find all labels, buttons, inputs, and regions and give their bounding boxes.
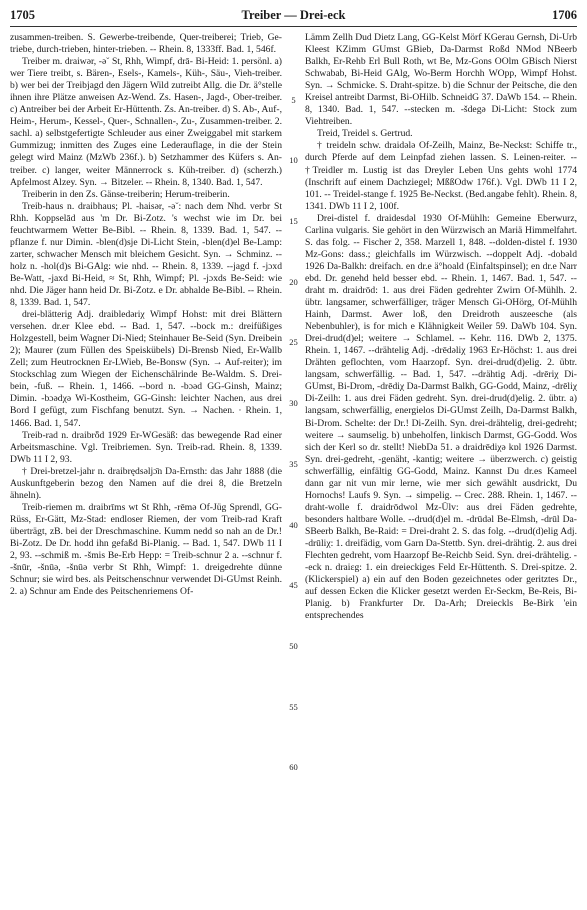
entry-drei-bretzel-jahr: † Drei-bretzel-jahr n. draibrędsəljɔ̄n Da-Ernsth: das Jahr 1888 (die Auskunftgeberin bezog den Namen auf die drei 8, die Bretzeln ähneln). <box>10 465 282 501</box>
line-number: 60 <box>289 762 298 772</box>
line-number: 50 <box>289 641 298 651</box>
line-number: 15 <box>289 216 298 226</box>
line-number: 30 <box>289 398 298 408</box>
entry-treid: Treid, Treidel s. Gertrud. <box>317 128 413 140</box>
running-title: Treiber — Drei-eck <box>241 8 346 22</box>
entry-drei-distel: Drei-distel f. draidesdəl 1930 Of-Mühlh: Gemeine Eberwurz, Carlina vulgaris. Sie gehört in den Würzwisch an Mariä Himmelfahrt. S. das folg. -- Fischer 2, 358. Marzell 1, 848. --dolden-distel f. 1930 Mz-Gons: dass.; gleichfalls im Würzwisch. --doppelt Adj. -dobəld 1926 Da-Balkh: dreifach. en dr.e ä°hoald (Einfaltspinsel); en dr.e Narr ebd. Dr. genehd held besser ebd. -- Rhein. 1, 1467. Bad. 1, 547. --draht m. draidrōd: 1. aus drei Fäden gedrehter Zwirn Of-Mühlh. 2. übtr. langsamer, schwerfälliger, träger Mensch Gi-OHörg, Of-Mühlh Hainh, Darmst. Awer loß, den Dreidroth auszeesche (als Nebenbuhler), is for mich e Klähnigkeit Weiler 59. DaWb 104. Syn. Drei-drud(d)el; weitere → Schlamel. -- Kehr. 116. DWb 2, 1375. Rhein. 1, 1467. --drähtelig Adj. -drēdəliχ 1963 Er-Höchst: 1. aus drei Drähten geflochten, vom Haarzopf. Syn. drei-drud(d)elig. 2. übtr. langsam, schwerfällig. -- Bad. 1, 547. --drähtig Adj. -drēriχ Di-GUmst, Bi-Drom, -drēdiχ Da-Darmst Balkh, GG-Godd, Mainz, -drēliχ Di-Zeilh: 1. aus drei Fäden gedreht. Syn. drei-drud(d)elig. 2. übtr. a) langsam, schwerfällig, energielos Di-GUmst Zeilh, Da-Darmst Balkh, Bi-Drom. Schelte: der Dr.! Di-Zeilh. Syn. drei-drähtelig, drei-gedreht; weitere → saumselig. b) unbeholfen, linkisch Darmst, GG-Godd. Wos sich der Kerl so dr. stellt! NiebDa 51. ə draidrēdiχə kɒl 1926 Darmst. Syn. drei-gedreht, -genäht, -kantig; weitere → überzwerch. c) geistig schwerfällig, einfältig GG-Godd, Mainz. Kannst Du dr.es Kameel dann gar nit vun mir lerne, wie mer sich gewählt ausdrickt, Du Hornochs! Laufs 9. Syn. → simpelig. -- Crec. 288. Rhein. 1, 1467. --draht-wolle f. draidrōdwol Mz-Ülv: aus drei Fäden gedrehte, besonders haltbare Wolle. --drud(d)el m. -drūdəl Be-Elmsh, -drūl Da-SBeerb Balkh, Be-Raid: = Drei-draht 2. S. das folg. --drud(d)elig Adj. -drūliχ: 1. dreifädig, vom Garn Da-Stettb. Syn. drei-drähtig. 2. aus drei Flechten gedreht, vom Haarzopf Be-Reichb Seid. Syn. drei-drähtelig. --eck n. draiεg: 1. ein dreieckiges Feld Er-Hüttenth. S. Drei-spitze. 2. (Klickerspiel) a) ein auf den Boden gezeichnetes oder geritztes Dr., auf dessen Ecken die Klicker gesetzt werden Er-Seckm, Be-Reis, Bi-Planig. b) Frankfurter Dr. Da-Arh; Dreieckls Be-Birk 'ein entsprechendes <box>305 212 577 622</box>
line-number: 55 <box>289 702 298 712</box>
entry-treib-riemen: Treib-riemen m. draibrīms wt St Rhh, -rēmə Of-Jüg Sprendl, GG-Rüss, Er-Gätt, Mz-Stad: endloser Riemen, der vom Treib-rad Kraft überträgt, zB. bei der Dreschmaschine. Kumm nedd so nah an de Dr.! Bi-Zotz. De Dr. hodd ihn gefaßd Bi-Planig. -- Bad. 1, 547. DWb 11 I 2, 93. --schmiß m. -šmis Be-Erb Hepp: = Treib-schnur 2 a. --schnur f. -šnūr, -šnūə, -šnūə verbr St Rhh, Wimpf: 1. dreigedrehte dünne Schnur; sie wird bes. als Peitschenschnur verwendet Di-GUmst Reinh. 2. a) Schnur am Ende des Peitschenriemens Of- <box>10 501 282 598</box>
line-number: 45 <box>289 580 298 590</box>
line-number: 20 <box>289 277 298 287</box>
header-rule <box>10 26 577 27</box>
entry-paragraph: Lämm Zellh Dud Dietz Lang, GG-Kelst Mörf KGerau Gernsh, Di-Urb Kleest KZimm GUmst GBieb, Da-Darmst Roßd NMod NBeerb Balkh, Er-Rehb Erl Bull Roth, wt Be, Mz-Gons OOlm GBisch Nierst Schwabab, Bi-Heid GAlg, Wo-Berm Horchh WOpp, Wimpf Hohst. Syn. → Schmicke. S. Draht-spitze. b) die Schnur der Peitsche, die den Kreisel antreibt Darmst, Bi-OHilb. SchneidG 37. DaWb 154. -- Rhein. 8, 1340. Bad. 1, 547. --stecken m. -šdegə Di-Licht: Stock zum Viehtreiben. <box>305 32 577 128</box>
right-page-number: 1706 <box>552 8 577 22</box>
line-number: 10 <box>289 155 298 165</box>
entry-treiberin: Treiberin in den Zs. Gänse-treiberin; Herum-treiberin. <box>22 188 230 200</box>
entry-treib-rad: Treib-rad n. draibrȫd 1929 Er-WGesäß: das bewegende Rad einer Arbeitsmaschine. Vgl. Treibriemen. Syn. Treib-rad. Rhein. 8, 1339. DWb 11 I 2, 93. <box>10 429 282 465</box>
line-number: 35 <box>289 459 298 469</box>
left-page-number: 1705 <box>10 8 35 22</box>
entry-treib-haus: Treib-haus n. draibhaus; Pl. -haisər, -ə˘: nach dem Nhd. verbr St Rhh. Koppselād aus 'm Dr. Bi-Zotz. 's wechst wie im Dr. bei feuchtwarmem Wetter Be-Bibl. -- Rhein. 8, 1339. Bad. 1, 547. --pflanze f. nur Dimin. -blen(d)sje Di-Licht Stein, -blen(d)el Be-Lamp: zarter, schwacher Mensch mit bleichem Gesicht. Syn. → Schminz. --holz n. -hol(d)s Bi-GAlg: wie nhd. -- Rhein. 8, 1339. --jagd f. -jɔxd Be-Watt, -jaxd Bi-Heid, ≈ St, Rhh, Wimpf; Pl. -jɔxds Be-Seid: wie nhd. Die Jäger hann heid Dr. Bi-Zotz. e Dr. abhalde Be-Bibl. -- Rhein. 8, 1339. Bad. 1, 547. <box>10 200 282 309</box>
line-number: 25 <box>289 337 298 347</box>
line-number: 5 <box>291 95 296 105</box>
entry-paragraph: zusammen-treiben. S. Gewerbe-treibende, Quer-treiberei; Trieb, Ge-triebe, durch-trieben, hinter-trieben. -- Rhein. 8, 1333ff. Bad. 1, 546f. <box>10 32 282 56</box>
running-header <box>10 8 577 24</box>
right-column <box>305 32 577 900</box>
line-number-gutter <box>282 32 305 900</box>
entry-treiber: Treiber m. draiwər, -ə˘ St, Rhh, Wimpf, drā- Bi-Heid: 1. persönl. a) wer Tiere treibt, s. Bären-, Esels-, Kamels-, Küh-, Säu-, Vieh-treiber. b) wer bei der Treibjagd den Jägern Wild zutreibt Allg. die Dr. ä°stelle ihnen ihre Plätze anweisen Az-Wend. Zs. Hasen-, Jagd-, Ober-treiber. c) Antreiber bei der Arbeit Er-Hüttenth. Zs. An-treiber. d) S. Ab-, Auf-, Heim-, Herum-, Kessel-, Quer-, Schnallen-, Zu-, Zusammen-treiber. 2. sachl. a) selbstgefertigte Schleuder aus einer Zweiggabel mit starkem Gummizug; inmitten des Zuges eine Lederauflage, in die der Stein gelegt wird Mainz (MzWb 236f.). b) Setzhammer des Küfers s. An-treiber. c) langer, weiter Männerrock s. Küh-treiber. d) (scherzh.) Apfelmost Alzey. Syn. → Bitzeler. -- Rhein. 8, 1340. Bad. 1, 547. <box>10 56 282 188</box>
entry-treideln: † treideln schw. draidələ Of-Zeilh, Mainz, Be-Neckst: Schiffe tr., durch Pferde auf dem Leinpfad ziehen lassen. S. Leinen-reiter. -- †Treidler m. Lustig ist das Dreyler Leben Uns gehts wohl 1774 (Inschrift auf einem Dachziegel; MßßOdw 176f.). Vgl. DWb 11 I 2, 101. -- Treidel-stange f. 1925 Be-Neckst. (Bed.angabe fehlt). Rhein. 8, 1341. DWb 11 I 2, 100f. <box>305 140 577 212</box>
left-column <box>10 32 282 900</box>
entry-drei-blaetterig: drei-blätterig Adj. draibledəriχ Wimpf Hohst: mit drei Blättern versehen. dr.er Klee ebd. -- Bad. 1, 547. --bock m.: dreifüßiges Holzgestell, beim Wagner Di-Nied; Steinhauer Be-Seid (Syn. Dreibein 2); Maurer (zum Füllen des Speiskübels) Di-Brensb Nied, Er-Wallb Zell; zum Heutrocknen Er-LWieb, Be-Bonsw (Syn. → Auf-reiter); im Stockschlag zum Wiegen der Eichenschälrinde Be-Waldm. S. Drei-bein, -fuß. -- Rhein. 1, 1466. --bord n. -bɔəd GG-Ginsh, Mainz; Dimin. -bɔədχə Wi-Kostheim, GG-Ginsh: leichter Nachen, aus drei Bord I gefügt, zum Fischfang benutzt. Syn. → Nachen. · Rhein. 1, 1466. Bad. 1, 547. <box>10 309 282 429</box>
line-number: 40 <box>289 520 298 530</box>
